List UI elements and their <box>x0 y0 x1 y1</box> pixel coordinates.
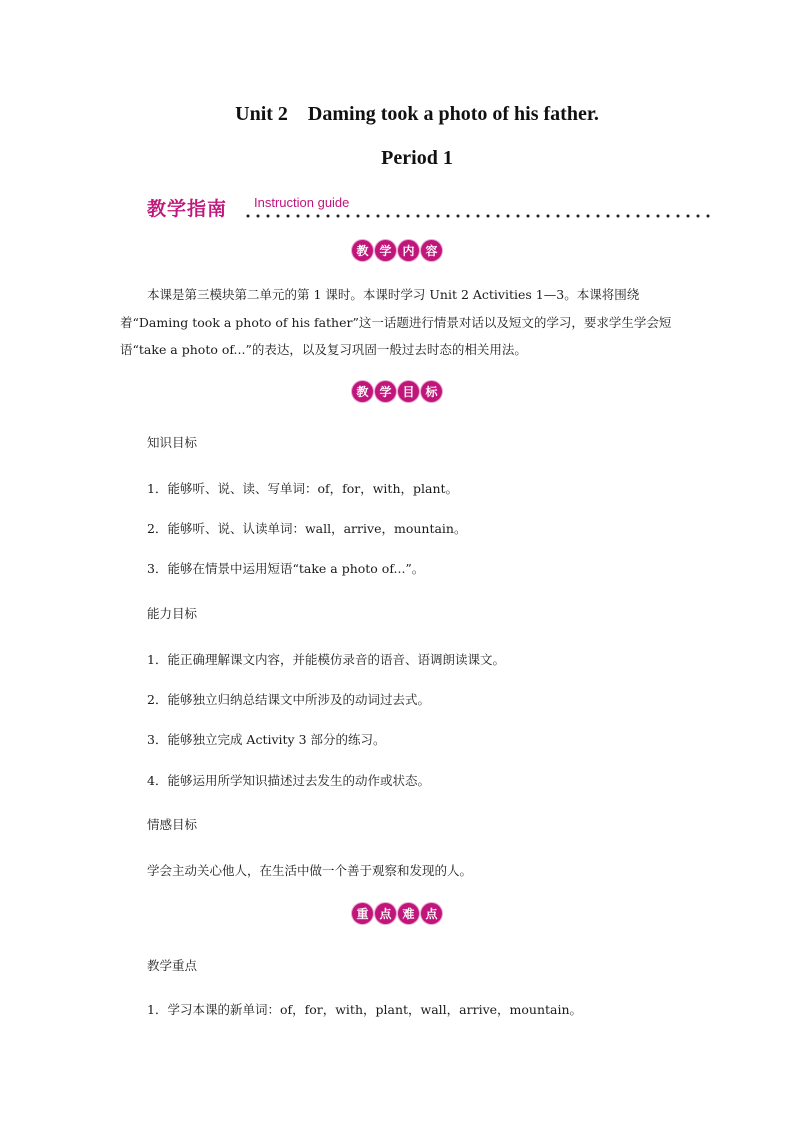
list-item: 1．能够听、说、读、写单词：of，for，with，plant。 <box>147 481 459 496</box>
badge-char: 教 <box>352 381 373 402</box>
badge-char: 标 <box>421 381 442 402</box>
guide-title-cn: 教学指南 <box>147 198 228 220</box>
instruction-guide-header <box>147 192 715 222</box>
section-badge-content <box>0 240 794 261</box>
content-paragraph: 本课是第三模块第二单元的第 1 课时。本课时学习 Unit 2 Activities 1—3。本课将围绕着“Daming took a photo of his father”这一话题进行情景对话以及短文的学习，要求学生学会短语“take a photo of...”的表达，以及复习巩固一般过去时态的相关用法。 <box>120 287 672 357</box>
badge-char: 教 <box>352 240 373 261</box>
unit-title: Unit 2 Daming took a photo of his father. <box>235 103 599 125</box>
list-item: 1．能正确理解课文内容，并能模仿录音的语音、语调朗读课文。 <box>147 652 505 667</box>
list-item: 3．能够独立完成 Activity 3 部分的练习。 <box>147 732 386 747</box>
list-item: 3．能够在情景中运用短语“take a photo of...”。 <box>147 561 425 576</box>
key-points-heading: 教学重点 <box>147 958 198 973</box>
emotion-text: 学会主动关心他人，在生活中做一个善于观察和发现的人。 <box>147 863 473 878</box>
badge-char: 点 <box>421 903 442 924</box>
period-title: Period 1 <box>381 147 453 169</box>
list-item: 4．能够运用所学知识描述过去发生的动作或状态。 <box>147 773 430 788</box>
section-badge-key <box>0 903 794 924</box>
badge-char: 容 <box>421 240 442 261</box>
badge-char: 难 <box>398 903 419 924</box>
list-item: 1．学习本课的新单词：of，for，with，plant，wall，arrive，mountain。 <box>147 1002 583 1017</box>
badge-char: 内 <box>398 240 419 261</box>
badge-char: 学 <box>375 240 396 261</box>
knowledge-heading: 知识目标 <box>147 435 198 450</box>
list-item: 2．能够独立归纳总结课文中所涉及的动词过去式。 <box>147 692 430 707</box>
badge-char: 重 <box>352 903 373 924</box>
section-badge-goals <box>0 381 794 402</box>
badge-char: 点 <box>375 903 396 924</box>
list-item: 2．能够听、说、认读单词：wall，arrive，mountain。 <box>147 521 467 536</box>
badge-char: 学 <box>375 381 396 402</box>
ability-heading: 能力目标 <box>147 606 198 621</box>
guide-title-en: Instruction guide <box>254 195 350 210</box>
dotted-leader <box>243 214 715 218</box>
badge-char: 目 <box>398 381 419 402</box>
emotion-heading: 情感目标 <box>147 817 198 832</box>
